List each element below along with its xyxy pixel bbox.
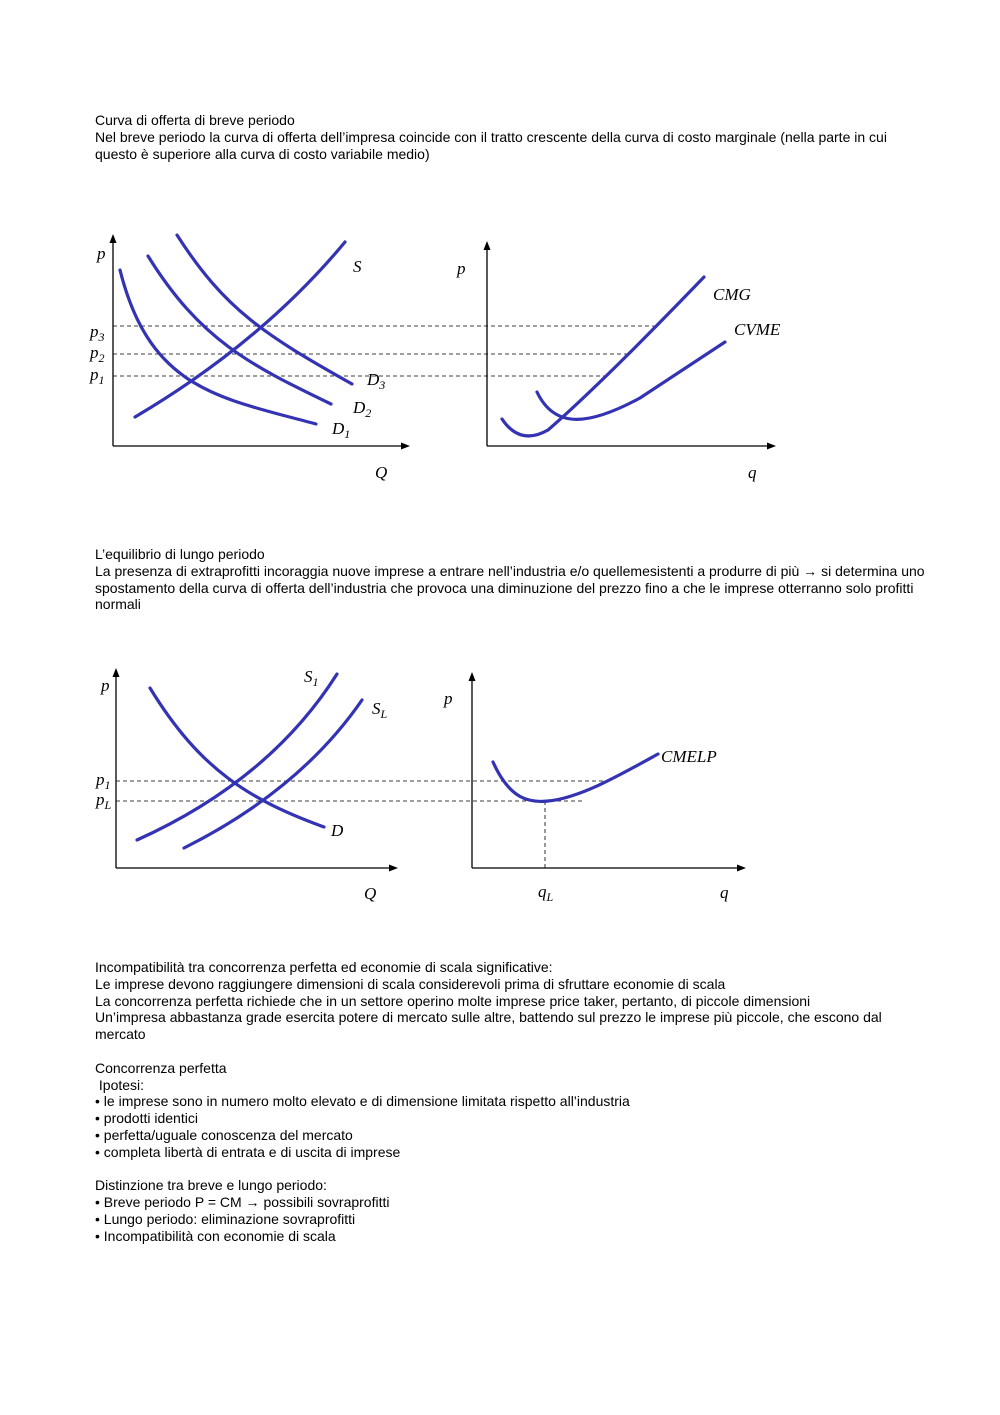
- x-axis-label: q: [720, 883, 729, 902]
- cvme-label: CVME: [734, 320, 781, 339]
- text-line: La concorrenza perfetta richiede che in un settore operino molte imprese price taker, pertanto, di piccole dimensioni: [95, 992, 811, 1009]
- list-item: • prodotti identici: [95, 1110, 198, 1127]
- cmelp-label: CMELP: [661, 747, 717, 766]
- long-run-equilibrium-diagram: [0, 660, 1000, 910]
- list-item: • Breve periodo P = CM → possibili sovraprofitti: [95, 1194, 390, 1211]
- section-perfect-competition: [95, 1060, 925, 1161]
- list-item: • perfetta/uguale conoscenza del mercato: [95, 1126, 353, 1143]
- section-subtitle: Ipotesi:: [95, 1076, 145, 1093]
- section-title: Concorrenza perfetta: [95, 1059, 227, 1076]
- section-title: Curva di offerta di breve periodo: [95, 112, 295, 128]
- demand-curve-d3: [177, 235, 352, 384]
- x-axis-label: Q: [375, 463, 388, 482]
- demand-curve-d: [150, 688, 324, 827]
- list-item: • Incompatibilità con economie di scala: [95, 1227, 336, 1244]
- y-axis-arrow-icon: [110, 234, 117, 243]
- list-item: • le imprese sono in numero molto elevato e di dimensione limitata rispetto all’industria: [95, 1093, 630, 1110]
- y-axis-label: p: [101, 676, 110, 695]
- y-axis-arrow-icon: [113, 668, 120, 677]
- short-run-supply-diagram: [0, 225, 1000, 490]
- demand-label-d3: $D_3$: [367, 370, 386, 392]
- market-panel: [89, 234, 654, 482]
- section-body: La presenza di extraprofitti incoraggia nuove imprese a entrare nell’industria e/o quellemesistenti a produrre di più → si determina uno spostamento della curva di offerta dell’industria che provoca una diminuzione del prezzo fino a che le imprese otterranno solo profitti normali: [95, 562, 925, 613]
- section-scale-economies: [95, 959, 925, 1043]
- sl-label: $S_L$: [372, 699, 388, 721]
- list-item: • Lungo periodo: eliminazione sovraprofitti: [95, 1210, 356, 1227]
- text-line: Incompatibilità tra concorrenza perfetta ed economie di scala significative:: [95, 959, 553, 975]
- y-axis-label: p: [444, 689, 453, 708]
- section-short-vs-long: [95, 1177, 925, 1244]
- section-long-run-equilibrium: [95, 546, 925, 613]
- price-label-p1: $p_1$: [90, 365, 105, 387]
- demand-curve-d2: [148, 256, 331, 404]
- text-line: Un’impresa abbastanza grade esercita potere di mercato sulle altre, battendo sul prezzo le imprese più piccole, che escono dal mercato: [95, 1009, 882, 1043]
- section-short-run: [95, 112, 925, 162]
- section-notes: [95, 959, 925, 1245]
- section-body: Nel breve periodo la curva di offerta dell’impresa coincide con il tratto crescente della curva di costo marginale (nella parte in cui questo è superiore alla curva di costo variabile medio): [95, 128, 887, 162]
- long-run-average-cost-curve: [493, 754, 658, 801]
- x-axis-arrow-icon: [767, 443, 776, 450]
- list-item: • completa libertà di entrata e di uscita di imprese: [95, 1143, 401, 1160]
- y-axis-arrow-icon: [484, 241, 491, 250]
- demand-label: D: [331, 821, 344, 840]
- firm-panel: [456, 241, 781, 482]
- s1-label: $S_1$: [304, 667, 319, 689]
- price-label-p2: $p_2$: [90, 343, 105, 365]
- demand-label-d1: $D_1$: [332, 419, 351, 441]
- supply-curve-s: [135, 242, 345, 417]
- text-line: Le imprese devono raggiungere dimensioni di scala considerevoli prima di sfruttare economie di scala: [95, 975, 726, 992]
- x-axis-label: Q: [364, 884, 377, 903]
- cmg-label: CMG: [713, 285, 751, 304]
- x-axis-arrow-icon: [737, 865, 746, 872]
- x-axis-label: q: [748, 463, 757, 482]
- marginal-cost-curve: [502, 277, 704, 436]
- firm-panel: [443, 672, 746, 904]
- ql-label: $q_L$: [538, 882, 554, 904]
- supply-curve-s1: [137, 674, 337, 840]
- y-axis-label: p: [457, 259, 466, 278]
- price-label-pl: $p_L$: [96, 790, 112, 812]
- x-axis-arrow-icon: [389, 865, 398, 872]
- y-axis-label: p: [97, 244, 106, 263]
- demand-label-d2: $D_2$: [353, 398, 372, 420]
- section-title: L’equilibrio di lungo periodo: [95, 546, 265, 562]
- price-label-p1: $p_1$: [96, 770, 111, 792]
- section-title: Distinzione tra breve e lungo periodo:: [95, 1177, 327, 1194]
- supply-label: S: [353, 257, 362, 276]
- price-label-p3: $p_3$: [90, 322, 105, 344]
- x-axis-arrow-icon: [401, 443, 410, 450]
- y-axis-arrow-icon: [469, 672, 476, 681]
